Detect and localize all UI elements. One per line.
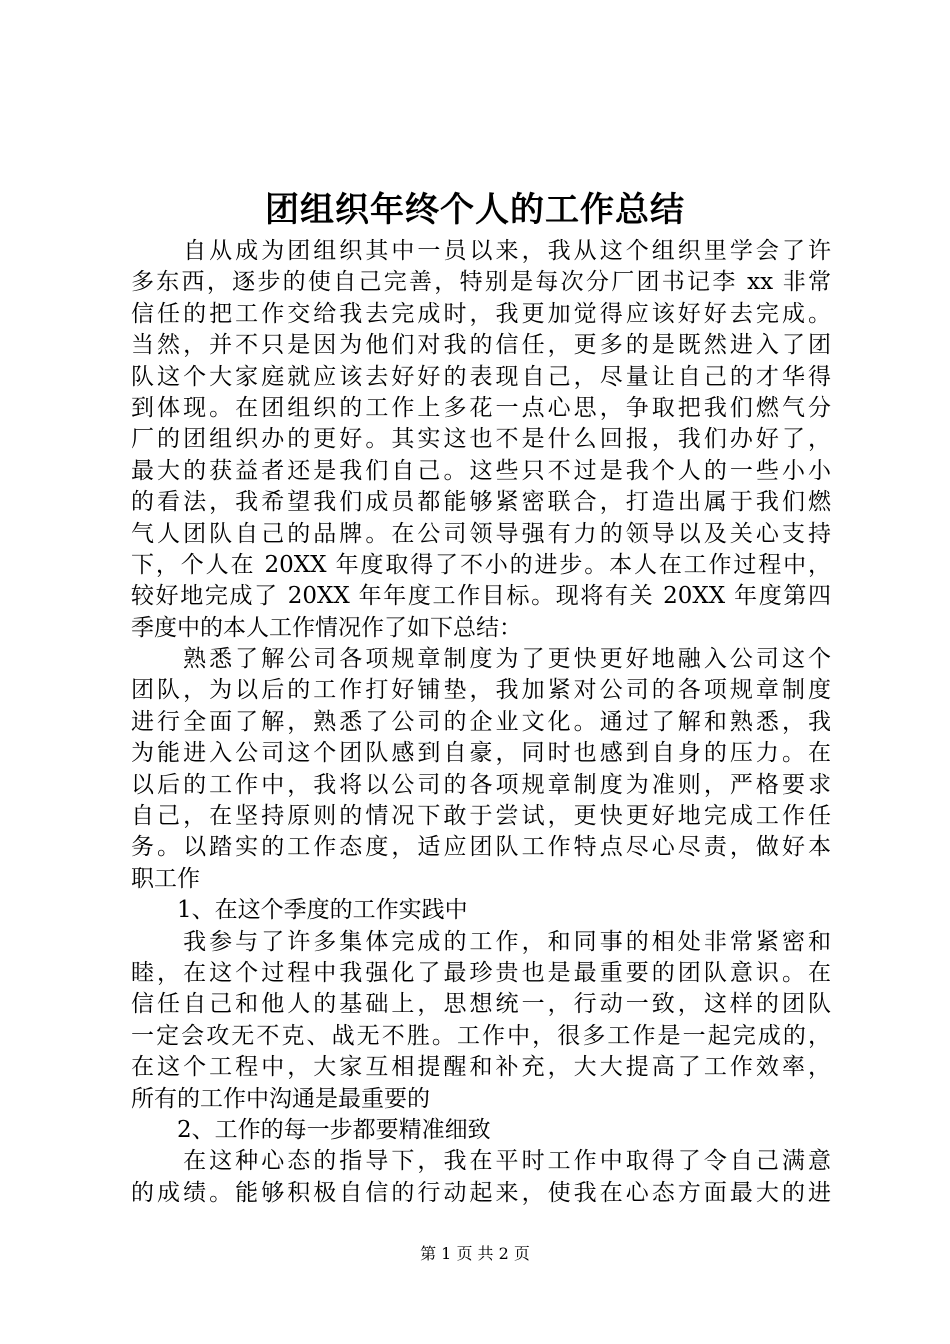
- body-text-line: 季度中的本人工作情况作了如下总结：: [131, 614, 522, 641]
- body-text-line: 信任自己和他人的基础上，思想统一，行动一致，这样的团队: [131, 991, 831, 1018]
- body-text-line: 下，个人在 20XX 年度取得了不小的进步。本人在工作过程中，: [131, 551, 831, 578]
- body-text-line: 自己，在坚持原则的情况下敢于尝试，更快更好地完成工作任: [131, 803, 831, 830]
- body-text-line: 厂的团组织办的更好。其实这也不是什么回报，我们办好了，: [131, 426, 831, 453]
- body-text-line: 睦，在这个过程中我强化了最珍贵也是最重要的团队意识。在: [131, 959, 831, 986]
- body-text-line: 熟悉了解公司各项规章制度为了更快更好地融入公司这个: [131, 646, 831, 673]
- body-text-line: 多东西，逐步的使自己完善，特别是每次分厂团书记李 xx 非常: [131, 269, 831, 296]
- body-text-line: 职工作: [131, 865, 200, 892]
- body-text-line: 进行全面了解，熟悉了公司的企业文化。通过了解和熟悉，我: [131, 708, 831, 735]
- body-text-line: 1、在这个季度的工作实践中: [131, 897, 468, 924]
- body-text-line: 一定会攻无不克、战无不胜。工作中，很多工作是一起完成的，: [131, 1022, 831, 1049]
- body-text-line: 的看法，我希望我们成员都能够紧密联合，打造出属于我们燃: [131, 489, 831, 516]
- body-text-line: 以后的工作中，我将以公司的各项规章制度为准则，严格要求: [131, 771, 831, 798]
- page-footer: 第 1 页 共 2 页: [420, 1244, 530, 1263]
- body-text-line: 我参与了许多集体完成的工作，和同事的相处非常紧密和: [131, 928, 831, 955]
- body-text-line: 最大的获益者还是我们自己。这些只不过是我个人的一些小小: [131, 457, 831, 484]
- body-text-line: 队这个大家庭就应该去好好的表现自己，尽量让自己的才华得: [131, 363, 831, 390]
- body-text-line: 的成绩。能够积极自信的行动起来，使我在心态方面最大的进: [131, 1179, 831, 1206]
- body-text-line: 在这种心态的指导下，我在平时工作中取得了令自己满意: [131, 1148, 831, 1175]
- body-text-line: 在这个工程中，大家互相提醒和补充，大大提高了工作效率，: [131, 1054, 831, 1081]
- document-body: [131, 236, 831, 1209]
- document-title: 团组织年终个人的工作总结: [265, 190, 685, 230]
- body-text-line: 较好地完成了 20XX 年年度工作目标。现将有关 20XX 年度第四: [131, 583, 831, 610]
- body-text-line: 到体现。在团组织的工作上多花一点心思，争取把我们燃气分: [131, 394, 831, 421]
- body-text-line: 务。以踏实的工作态度，适应团队工作特点尽心尽责，做好本: [131, 834, 831, 861]
- body-text-line: 2、工作的每一步都要精准细致: [131, 1116, 491, 1143]
- body-text-line: 信任的把工作交给我去完成时，我更加觉得应该好好去完成。: [131, 300, 831, 327]
- body-text-line: 自从成为团组织其中一员以来，我从这个组织里学会了许: [131, 238, 831, 264]
- body-text-line: 所有的工作中沟通是最重要的: [131, 1085, 430, 1112]
- body-text-line: 当然，并不只是因为他们对我的信任，更多的是既然进入了团: [131, 332, 831, 359]
- body-text-line: 为能进入公司这个团队感到自豪，同时也感到自身的压力。在: [131, 740, 831, 767]
- body-text-line: 气人团队自己的品牌。在公司领导强有力的领导以及关心支持: [131, 520, 831, 547]
- body-text-line: 团队，为以后的工作打好铺垫，我加紧对公司的各项规章制度: [131, 677, 831, 704]
